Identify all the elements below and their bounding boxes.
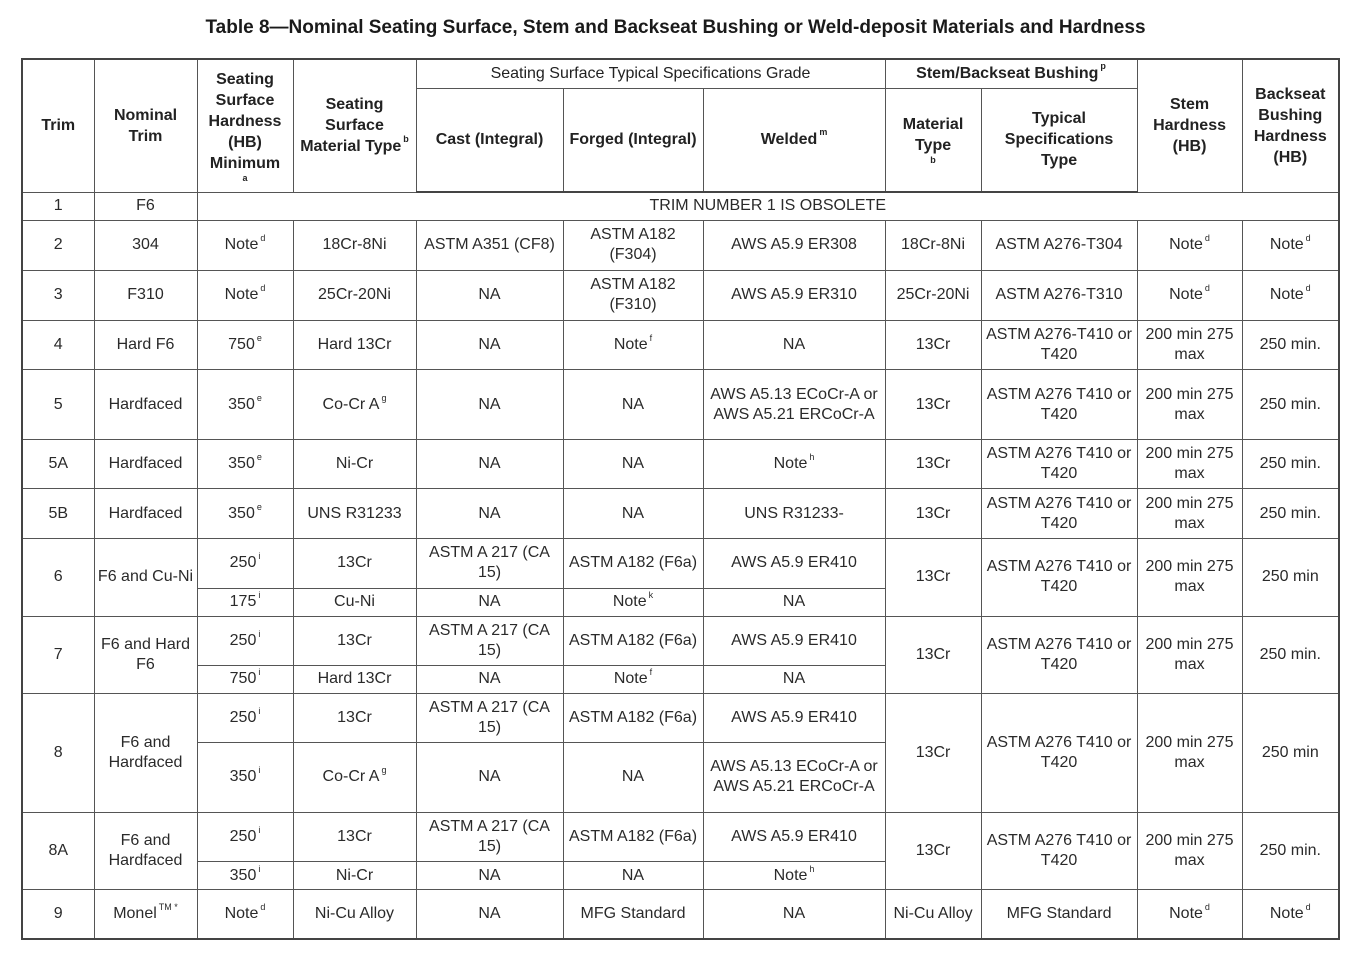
header-welded: Welded $^m$ (703, 88, 885, 192)
table-row: 4 Hard F6 750 $^e$ Hard 13Cr NA Note $^f$ NA 13Cr ASTM A276-T410 or T420 200 min 275 max 250 min. (22, 320, 1339, 369)
header-stem-hardness: Stem Hardness (HB) (1137, 59, 1242, 192)
obsolete-note: TRIM NUMBER 1 IS OBSOLETE (197, 192, 1339, 220)
table-row: 5A Hardfaced 350 $^e$ Ni-Cr NA NA Note $^h$ 13Cr ASTM A276 T410 or T420 200 min 275 max 250 min. (22, 440, 1339, 489)
table-row: 175 $^i$ Cu-Ni NA Note $^k$ NA (22, 588, 1339, 616)
header-trim: Trim (22, 59, 94, 192)
table-row: 9 Monel $^{TM *}$ Note $^d$ Ni-Cu Alloy NA MFG Standard NA Ni-Cu Alloy MFG Standard Note $^d$ Note $^d$ (22, 890, 1339, 939)
table-row: 6 F6 and Cu-Ni 250 $^i$ 13Cr ASTM A 217 (CA 15) ASTM A182 (F6a) AWS A5.9 ER410 13Cr ASTM A276 T410 or T420 200 min 275 max 250 min (22, 539, 1339, 588)
header-stem-group: Stem/Backseat Bushing $^p$ (885, 59, 1137, 88)
table-row: 750 $^i$ Hard 13Cr NA Note $^f$ NA (22, 665, 1339, 693)
table-row: 5B Hardfaced 350 $^e$ UNS R31233 NA NA UNS R31233- 13Cr ASTM A276 T410 or T420 200 min 275 max 250 min. (22, 489, 1339, 539)
table-title: Table 8—Nominal Seating Surface, Stem and Backseat Bushing or Weld-deposit Materials and Hardness (205, 17, 1146, 38)
table-row: 7 F6 and Hard F6 250 $^i$ 13Cr ASTM A 217 (CA 15) ASTM A182 (F6a) AWS A5.9 ER410 13Cr ASTM A276 T410 or T420 200 min 275 max 250 min. (22, 616, 1339, 665)
header-nominal-trim: Nominal Trim (94, 59, 197, 192)
header-seat-hardness: Seating Surface Hardness (HB) Minimum a (197, 59, 293, 192)
table-row: 2 304 Note $^d$ 18Cr-8Ni ASTM A351 (CF8) ASTM A182 (F304) AWS A5.9 ER308 18Cr-8Ni ASTM A276-T304 Note $^d$ Note $^d$ (22, 220, 1339, 270)
table-row: 350 $^i$ Ni-Cr NA NA Note $^h$ (22, 862, 1339, 890)
table-row: 350 $^i$ Co-Cr A $^g$ NA NA AWS A5.13 ECoCr-A or AWS A5.21 ERCoCr-A (22, 742, 1339, 812)
header-spec-group: Seating Surface Typical Specifications Grade (416, 59, 885, 88)
materials-hardness-table (21, 58, 1340, 940)
header-material-type: Material Type b (885, 88, 981, 192)
header-seat-material: Seating Surface Material Type $^b$ (293, 59, 416, 192)
header-cast: Cast (Integral) (416, 88, 563, 192)
header-typical-spec: Typical Specifications Type (981, 88, 1137, 192)
header-backseat-hardness: Backseat Bushing Hardness (HB) (1242, 59, 1339, 192)
table-row: 8 F6 and Hardfaced 250 $^i$ 13Cr ASTM A 217 (CA 15) ASTM A182 (F6a) AWS A5.9 ER410 13Cr ASTM A276 T410 or T420 200 min 275 max 250 min (22, 693, 1339, 742)
table-row: 5 Hardfaced 350 $^e$ Co-Cr A $^g$ NA NA AWS A5.13 ECoCr-A or AWS A5.21 ERCoCr-A 13Cr ASTM A276 T410 or T420 200 min 275 max 250 min. (22, 369, 1339, 439)
header-forged: Forged (Integral) (563, 88, 703, 192)
table-row: 3 F310 Note $^d$ 25Cr-20Ni NA ASTM A182 (F310) AWS A5.9 ER310 25Cr-20Ni ASTM A276-T310 Note $^d$ Note $^d$ (22, 270, 1339, 320)
table-row: 1 F6 TRIM NUMBER 1 IS OBSOLETE (22, 192, 1339, 220)
table-row: 8A F6 and Hardfaced 250 $^i$ 13Cr ASTM A 217 (CA 15) ASTM A182 (F6a) AWS A5.9 ER410 13Cr ASTM A276 T410 or T420 200 min 275 max 250 min. (22, 813, 1339, 862)
